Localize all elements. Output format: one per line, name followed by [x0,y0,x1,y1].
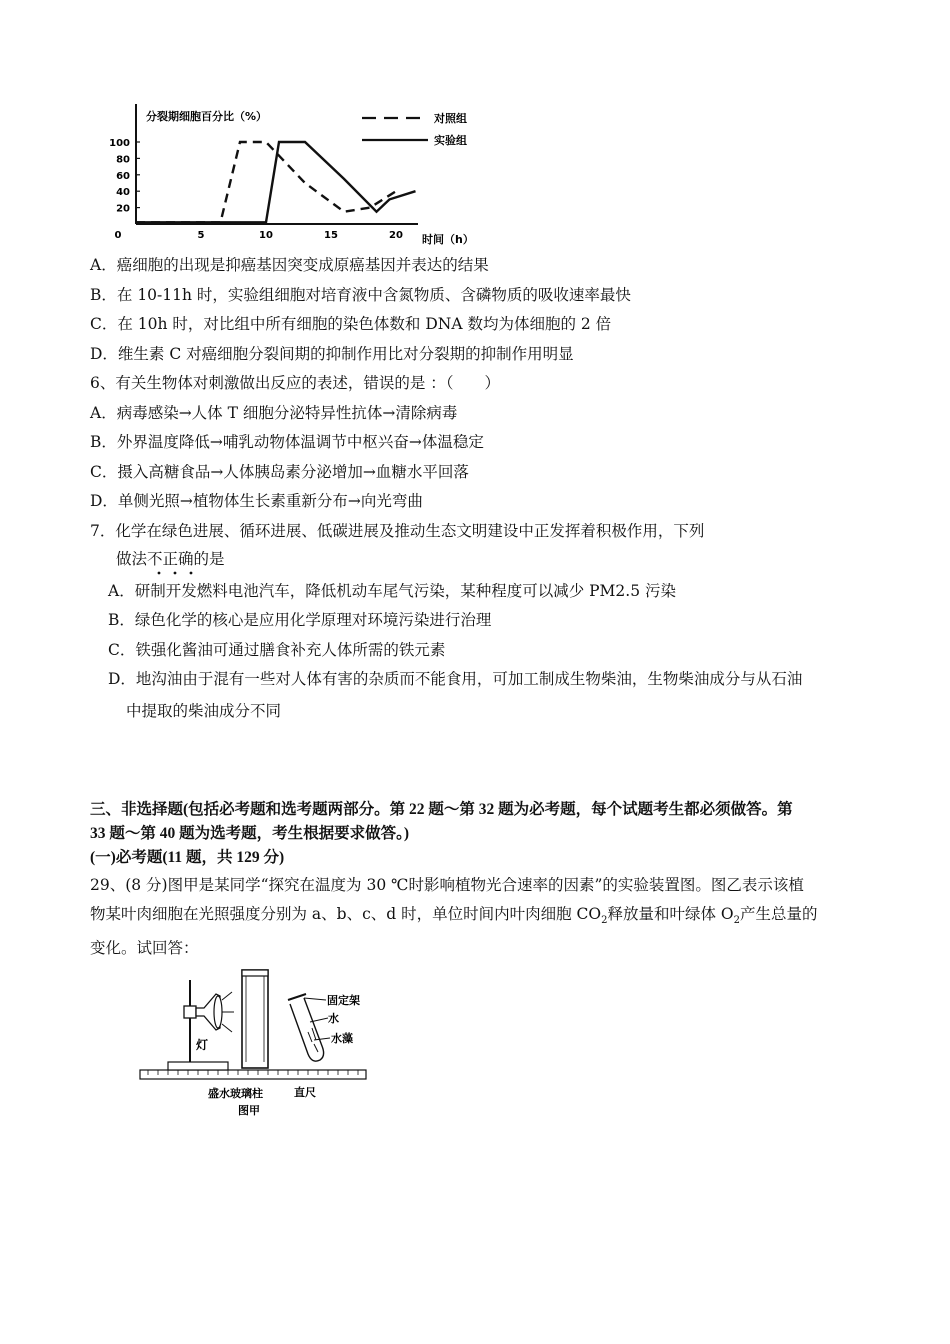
q29-text-b: 释放量和叶绿体 O [607,905,734,923]
y-tick-label: 80 [116,154,130,166]
q7-option-b: B．绿色化学的核心是应用化学原理对环境污染进行治理 [108,611,492,629]
section-3-subheading: (一)必考题(11 题，共 129 分) [90,849,285,866]
q29-line-2 [90,903,818,932]
cell-division-chart [92,98,512,248]
chart-title: 分裂期细胞百分比（%） [146,110,268,123]
algae-label: 水藻 [331,1032,353,1045]
x-tick-label: 15 [324,230,338,241]
lamp-clamp [184,1006,196,1018]
section-3-heading-cont: 33 题～第 40 题为选考题，考生根据要求做答。) [90,825,410,842]
apparatus-figure [138,962,378,1122]
subscript: 2 [601,915,608,927]
y-tick-label: 100 [109,138,130,149]
q7-stem-2: 做法不正确的是 [116,550,225,568]
x-tick-label: 5 [197,230,205,241]
series-line-control [136,142,396,222]
y-tick-label: 20 [116,203,130,215]
q6-option-a: A．病毒感染→人体 T 细胞分泌特异性抗体→清除病毒 [90,404,458,422]
q6-option-b: B．外界温度降低→哺乳动物体温调节中枢兴奋→体温稳定 [90,433,484,451]
legend-label: 实验组 [434,134,467,147]
column-label: 盛水玻璃柱 [208,1087,263,1100]
emphasis-dots [150,570,210,578]
x-tick-label: 20 [389,230,403,241]
legend-label: 对照组 [434,112,467,125]
ruler-label: 直尺 [294,1086,316,1099]
x-tick-label: 10 [259,230,273,241]
lamp-base [168,1062,228,1070]
q6-option-c: C．摄入高糖食品→人体胰岛素分泌增加→血糖水平回落 [90,463,469,481]
x-tick-label: 0 [114,230,122,241]
lamp-label: 灯 [196,1038,209,1052]
section-3-heading: 三、非选择题(包括必考题和选考题两部分。第 22 题～第 32 题为必考题，每个试题考生都必须做答。第 [90,801,793,818]
q7-option-a: A．研制开发燃料电池汽车，降低机动车尾气污染，某种程度可以减少 PM2.5 污染 [108,582,677,600]
q29-text-a: 物某叶肉细胞在光照强度分别为 a、b、c、d 时，单位时间内叶肉细胞 CO [90,905,602,923]
test-tube [288,994,324,1061]
chart-legend [362,111,467,147]
q29-line-3: 变化。试回答： [90,939,199,957]
q7-option-d: D．地沟油由于混有一些对人体有害的杂质而不能食用，可加工制成生物柴油，生物柴油成分与从石油 [108,670,803,688]
q7-stem: 7．化学在绿色进展、循环进展、低碳进展及推动生态文明建设中正发挥着积极作用，下列 [90,522,705,540]
series-line-experiment [136,142,416,222]
q7-option-d-cont: 中提取的柴油成分不同 [126,702,282,720]
q5-option-a: A．癌细胞的出现是抑癌基因突变成原癌基因并表达的结果 [90,256,489,274]
figure-caption: 图甲 [238,1104,260,1117]
y-tick-label: 40 [116,187,130,199]
q5-option-c: C．在 10h 时，对比组中所有细胞的染色体数和 DNA 数均为体细胞的 2 倍 [90,315,612,333]
water-label: 水 [328,1012,339,1025]
subscript: 2 [733,915,741,927]
q29-text-c: 产生总量的 [740,905,818,923]
stand-label: 固定架 [327,994,360,1007]
q6-stem: 6、有关生物体对刺激做出反应的表述，错误的是 ：（ ） [90,374,501,392]
q5-option-d: D．维生素 C 对癌细胞分裂间期的抑制作用比对分裂期的抑制作用明显 [90,345,574,363]
ruler [140,1070,366,1079]
x-axis-label: 时间（h） [422,233,474,246]
q5-option-b: B．在 10-11h 时，实验组细胞对培育液中含氮物质、含磷物质的吸收速率最快 [90,286,631,304]
q29-line-1: 29、(8 分)图甲是某同学“探究在温度为 30 ℃时影响植物光合速率的因素”的实验装置图。图乙表示该植 [90,876,804,894]
y-tick-label: 60 [116,170,130,182]
q6-option-d: D．单侧光照→植物体生长素重新分布→向光弯曲 [90,492,423,510]
q7-option-c: C．铁强化酱油可通过膳食补充人体所需的铁元素 [108,641,446,659]
